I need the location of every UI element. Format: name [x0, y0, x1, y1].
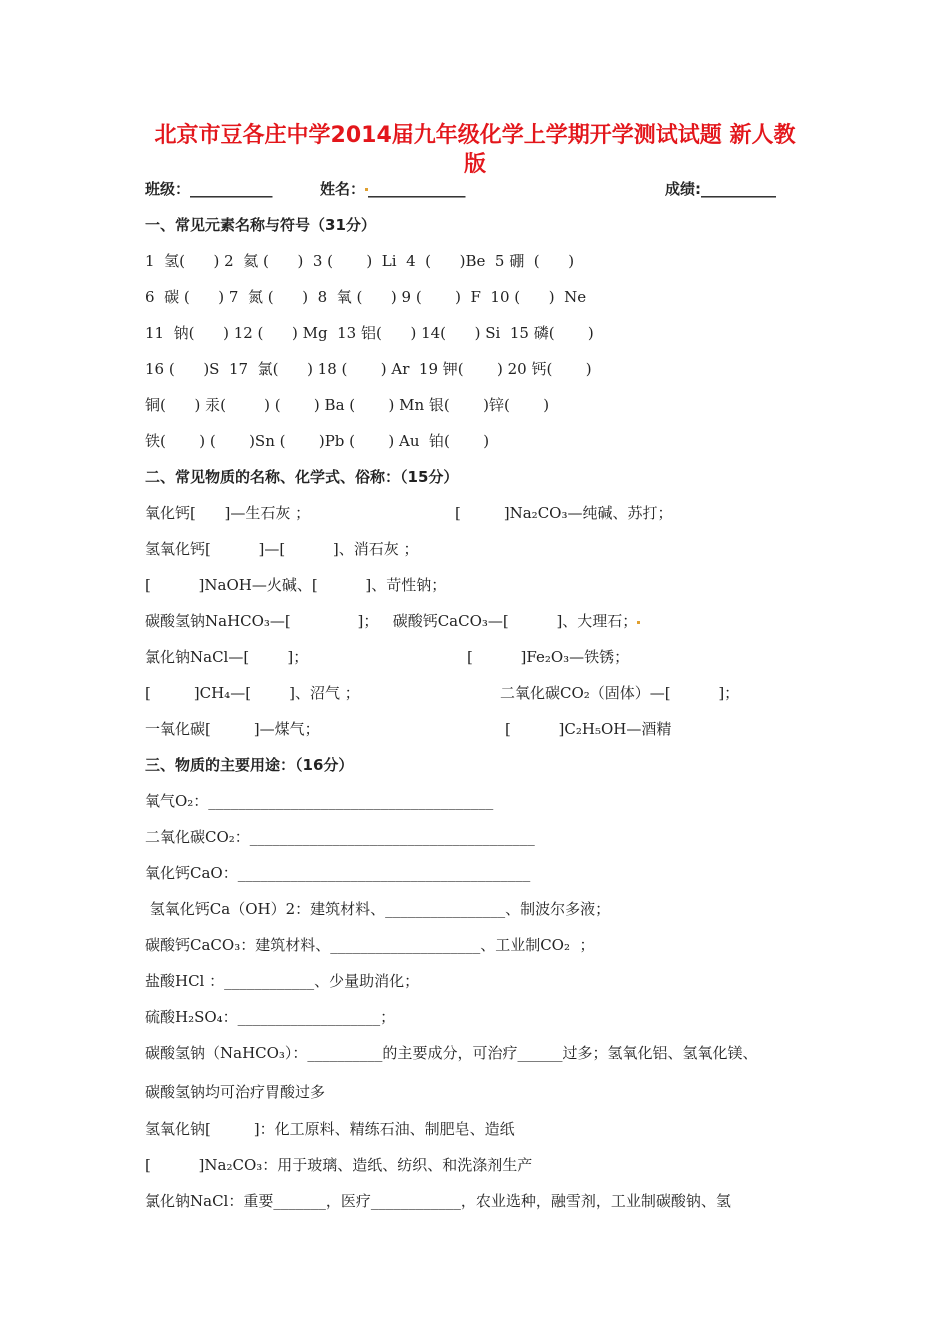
mark-dot	[637, 621, 640, 624]
use-row: 氯化钠NaCl：重要_______，医疗____________，农业选种，融雪剂，工业制碳酸钠、氢	[145, 1192, 731, 1210]
use-row: 盐酸HCl ：____________、少量助消化；	[145, 972, 420, 990]
element-row: 11 钠( ) 12 ( ) Mg 13 铝( ) 14( ) Si 15 磷( )	[145, 324, 594, 342]
substance-row-right: [ ]Na₂CO₃—纯碱、苏打；	[455, 504, 673, 522]
substance-row-right: [ ]C₂H₅OH—酒精	[505, 720, 672, 738]
use-row: 碳酸氢钠（NaHCO₃）：__________的主要成分，可治疗______过多；氢氧化铝、氢氧化镁、	[145, 1044, 758, 1062]
use-row: 二氧化碳CO₂：______________________________________	[145, 828, 535, 846]
class-field: 班级：___________	[145, 180, 273, 198]
substance-row-right: [ ]Fe₂O₃—铁锈；	[467, 648, 630, 666]
name-field	[320, 178, 466, 199]
substance-row	[145, 610, 640, 631]
section2-heading: 二、常见物质的名称、化学式、俗称：（15分）	[145, 468, 459, 486]
substance-row-right: 二氧化碳CO₂（固体）—[ ]；	[500, 684, 740, 702]
substance-row: 一氧化碳[ ]—煤气；	[145, 720, 320, 738]
use-row: 氧化钙CaO：_______________________________________	[145, 864, 531, 882]
page-title-line2: 版	[463, 152, 486, 177]
substance-row: [ ]NaOH—火碱、[ ]、苛性钠；	[145, 576, 447, 594]
use-row: [ ]Na₂CO₃：用于玻璃、造纸、纺织、和洗涤剂生产	[145, 1156, 533, 1174]
element-row: 铁( ) ( )Sn ( )Pb ( ) Au 铂( )	[145, 432, 490, 450]
element-row: 1 氢( ) 2 氦 ( ) 3 ( ) Li 4 ( )Be 5 硼 ( )	[145, 252, 575, 270]
use-row: 氢氧化钠[ ]：化工原料、精练石油、制肥皂、造纸	[145, 1120, 515, 1138]
section1-heading: 一、常见元素名称与符号（31分）	[145, 216, 376, 234]
use-row: 碳酸钙CaCO₃：建筑材料、____________________、工业制CO₂ ；	[145, 936, 595, 954]
element-row: 铜( ) 汞( ) ( ) Ba ( ) Mn 银( )锌( )	[145, 396, 550, 414]
use-row: 碳酸氢钠均可治疗胃酸过多	[145, 1083, 326, 1101]
score-field: 成绩:__________	[665, 180, 776, 198]
substance-row: 氧化钙[ ]—生石灰 ；	[145, 504, 311, 522]
use-row: 氢氧化钙Ca（OH）2：建筑材料、________________、制波尔多液；	[145, 900, 611, 918]
name-blank: _____________	[368, 180, 466, 198]
substance-text: 碳酸氢钠NaHCO₃—[ ]； 碳酸钙CaCO₃—[ ]、大理石；	[145, 612, 638, 630]
element-row: 6 碳 ( ) 7 氮 ( ) 8 氧 ( ) 9 ( ) F 10 ( ) Ne	[145, 288, 587, 306]
use-row: 硫酸H₂SO₄：___________________；	[145, 1008, 396, 1026]
substance-row: [ ]CH₄—[ ]、沼气 ；	[145, 684, 360, 702]
name-label: 姓名：	[320, 180, 366, 198]
page-title-line1: 北京市豆各庄中学2014届九年级化学上学期开学测试试题 新人教	[154, 123, 796, 148]
substance-row: 氢氧化钙[ ]—[ ]、消石灰 ；	[145, 540, 419, 558]
element-row: 16 ( )S 17 氯( ) 18 ( ) Ar 19 钾( ) 20 钙( )	[145, 360, 592, 378]
use-row: 氧气O₂：______________________________________	[145, 792, 494, 810]
section3-heading: 三、物质的主要用途：（16分）	[145, 756, 354, 774]
substance-row: 氯化钠NaCl—[ ]；	[145, 648, 309, 666]
